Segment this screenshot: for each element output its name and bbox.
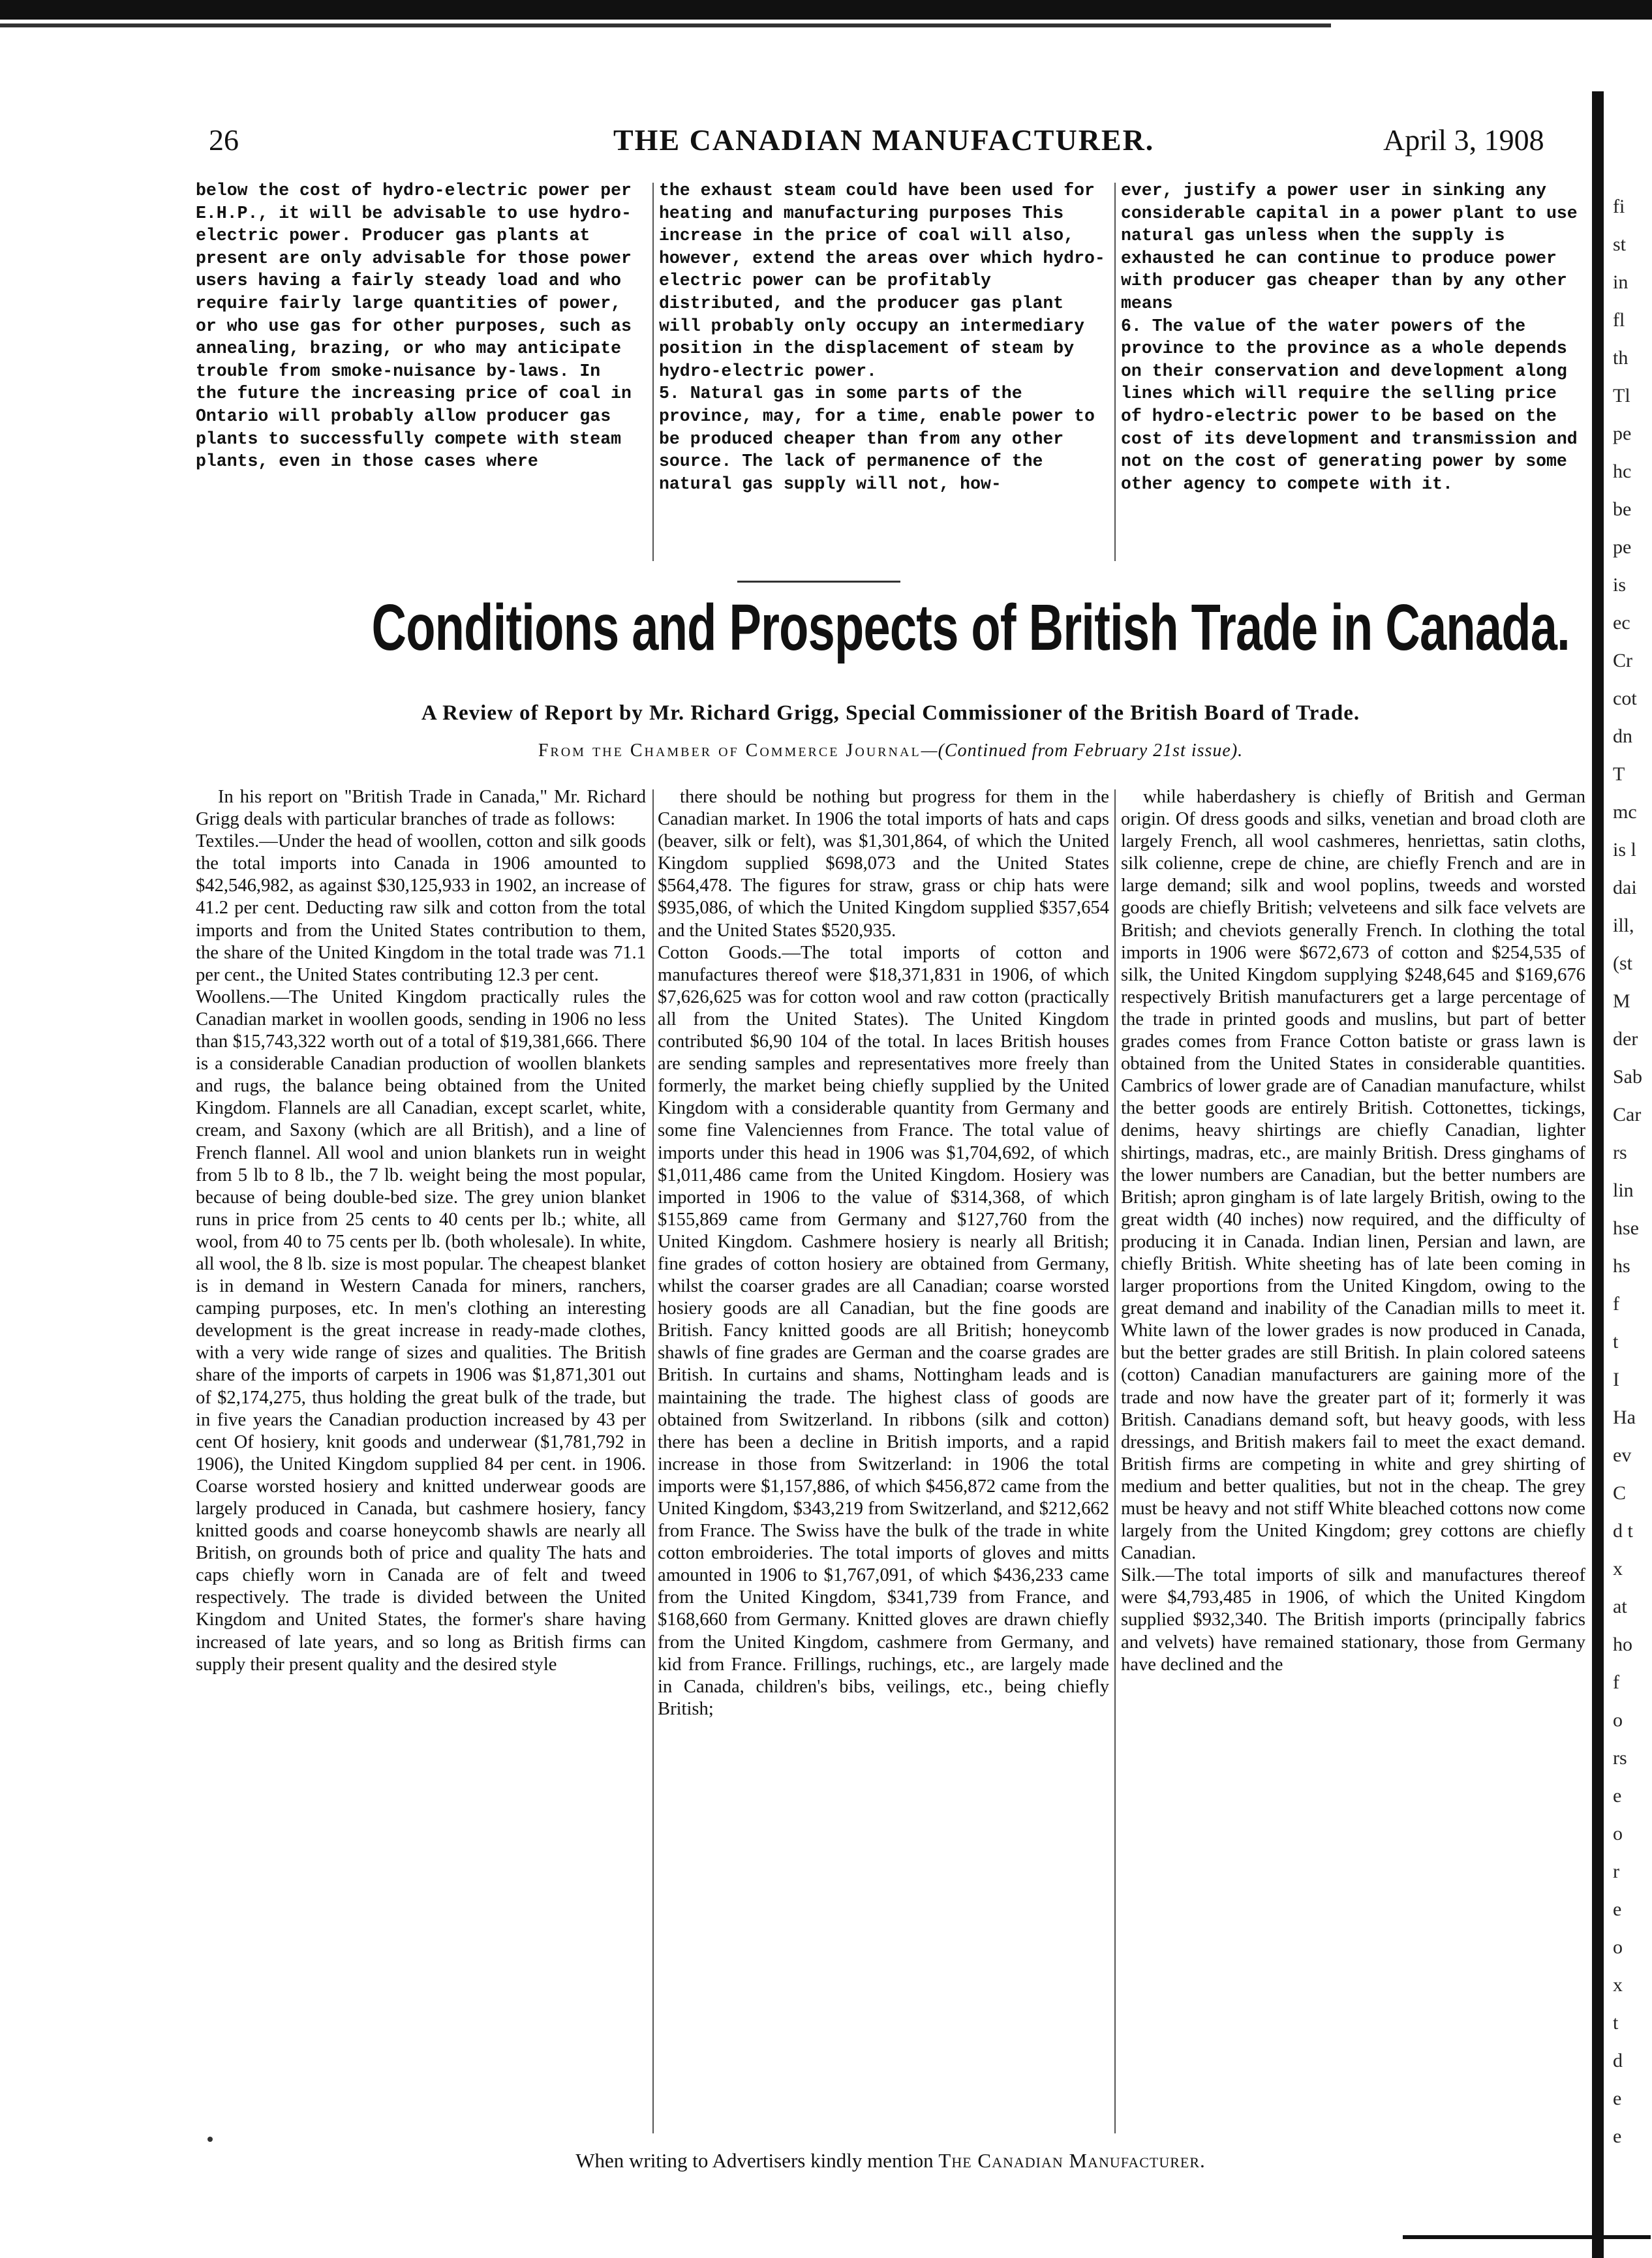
- article-column-3: [1121, 786, 1585, 1676]
- margin-fragment: fl: [1613, 309, 1625, 331]
- section-divider-rule: [737, 581, 900, 583]
- margin-fragment: e: [1613, 2088, 1622, 2109]
- margin-fragment: fi: [1613, 196, 1625, 217]
- top-column-1-text: below the cost of hydro-electric power per E.H.P., it will be advisable to use hydro-electric power. Producer gas plants at present are only advisable for those power users having a fairly steady load and who require fairly large quantities of power, or who use gas for other purposes, such as annealing, brazing, or who may anticipate trouble from smoke-nuisance by-laws. In the future the increasing price of coal in Ontario will probably allow producer gas plants to successfully compete with steam plants, even in those cases where: [196, 181, 632, 472]
- margin-fragment: Sab: [1613, 1066, 1642, 1088]
- margin-fragment: ill,: [1613, 915, 1634, 936]
- margin-fragment: r: [1613, 1861, 1619, 1882]
- margin-fragment: Cr: [1613, 650, 1632, 671]
- margin-fragment: mc: [1613, 801, 1637, 823]
- margin-fragment: T: [1613, 763, 1625, 785]
- article-column-1: [196, 786, 646, 1676]
- binding-edge-bar: [1592, 91, 1604, 2258]
- margin-fragment: t: [1613, 2012, 1619, 2034]
- margin-fragment: o: [1613, 1709, 1623, 1731]
- margin-fragment: x: [1613, 1558, 1623, 1579]
- article-column-3-text: while haberdashery is chiefly of British and German origin. Of dress goods and silks, venetian and broad cloth are largely French, all wool cashmeres, henriettas, satin cloths, silk colienne, crepe de chine, are chiefly French and are in large demand; silk and wool poplins, tweeds and worsted goods are chiefly British; velveteens and silk face velvets are British; and cheviots generally French. In clothing the total imports in 1906 were $672,673 of cotton and $254,535 of silk, the United Kingdom supplying $248,645 and $169,676 respectively British manufacturers get a large percentage of the trade in printed goods and muslins, but part of better grades comes from France Cotton batiste or grass lawn is obtained from the United States in considerable quantities. Cambrics of lower grade are of Canadian manufacture, whilst the better goods are entirely British. Cottonettes, tickings, denims, heavy shirtings are chiefly Canadian, lighter shirtings, madras, etc., are mainly British. Dress ginghams of the lower numbers are Canadian, but the better numbers are British; apron gingham is of late largely British, owing to the great width (40 inches) now required, and the difficulty of producing it in Canada. Indian linen, Persian and lawn, are chiefly British. White sheeting has of late been coming in larger proportions from the United Kingdom, owing to the great demand and inability of the Canadian mills to meet it. White lawn of the lower grades is now produced in Canada, but the better grades are still British. In plain colored sateens (cotton) Canadian manufacturers are gaining more of the trade and now have the greater part of it; formerly it was British. Canadians demand soft, but heavy goods, with less dressings, and British makers fail to meet the exact demand. British firms are competing in white and grey shirting of medium and better qualities, but not in the cheap. The grey must be heavy and not stiff White bleached cottons now come largely from the United Kingdom; grey cottons are chiefly Canadian. Silk.—The total imports of silk and manufactures thereof were $4,793,485 in 1906, of which the United Kingdom supplied $932,340. The British imports (principally fabrics and velvets) have remained stationary, those from Germany have declined and the: [1121, 787, 1585, 1675]
- margin-fragment: th: [1613, 347, 1629, 369]
- margin-fragment: rs: [1613, 1747, 1627, 1769]
- margin-fragment: dai: [1613, 877, 1637, 898]
- article-column-1-text: In his report on "British Trade in Canada," Mr. Richard Grigg deals with particular branches of trade as follows: Textiles.—Under the head of woollen, cotton and silk goods the total imports into Canada in 1906 amounted to $42,546,982, as against $30,125,933 in 1902, an increase of 41.2 per cent. Deducting raw silk and cotton from the total imports and from the United States contribution to them, the share of the United Kingdom in the total trade was 71.1 per cent., the United States contributing 12.3 per cent. Woollens.—The United Kingdom practically rules the Canadian market in woollen goods, sending in 1906 no less than $15,743,322 worth out of a total of $19,381,666. There is a considerable Canadian production of woollen blankets and rugs, the balance being obtained from the United Kingdom. Flannels are all Canadian, except scarlet, white, cream, and Saxony (which are all British), and a line of French flannel. All wool and union blankets run in weight from 5 lb to 8 lb., the 7 lb. weight being the most popular, because of being double-bed size. The grey union blanket runs in price from 25 cents to 40 cents per lb.; white, all wool, from 40 to 75 cents per lb. (both wholesale). In white, all wool, the 8 lb. size is most popular. The cheapest blanket is in demand in Western Canada for miners, ranchers, camping purposes, etc. In men's clothing an interesting development is the great increase in ready-made clothes, with a very wide range of sizes and qualities. The British share of the imports of carpets in 1906 was $1,871,301 out of $2,174,275, thus holding the great bulk of the trade, but in five years the Canadian production increased by 43 per cent Of hosiery, knit goods and underwear ($1,781,792 in 1906), the United Kingdom supplied 84 per cent. in 1906. Coarse worsted hosiery and knitted underwear goods are largely produced in Canada, but cashmere hosiery, fancy knitted goods and coarse honeycomb shawls are nearly all British, on grounds both of price and quality The hats and caps chiefly worn in Canada are of felt and tweed respectively. The trade is divided between the United Kingdom and United States, the former's share having increased of late years, and so long as British firms can supply their present quality and the desired style: [196, 787, 646, 1675]
- margin-fragment: f: [1613, 1293, 1619, 1315]
- stray-ink-dot: [207, 2137, 213, 2142]
- page-number: 26: [209, 123, 239, 157]
- running-head: [196, 123, 1579, 162]
- margin-fragment: in: [1613, 271, 1629, 293]
- margin-fragment: Car: [1613, 1104, 1642, 1125]
- margin-fragment: pe: [1613, 536, 1632, 558]
- margin-fragment: hc: [1613, 461, 1632, 482]
- top-border-rule-thin: [0, 23, 1331, 27]
- column-divider: [652, 789, 654, 2133]
- margin-fragment: rs: [1613, 1142, 1627, 1163]
- top-border-rule: [0, 0, 1652, 20]
- margin-fragment: is: [1613, 574, 1627, 596]
- top-column-2: [659, 179, 1109, 495]
- article-headline: Conditions and Prospects of British Trade in Canada.: [371, 591, 1570, 664]
- margin-fragment: (st: [1613, 953, 1632, 974]
- margin-fragment: hs: [1613, 1255, 1630, 1277]
- margin-fragment: Tl: [1613, 385, 1630, 406]
- margin-fragment: at: [1613, 1596, 1627, 1617]
- margin-fragment: is l: [1613, 839, 1636, 861]
- article-subheading: A Review of Report by Mr. Richard Grigg, Special Commissioner of the British Board of Trade.: [421, 701, 1360, 725]
- margin-fragment: M: [1613, 990, 1630, 1012]
- margin-fragment: f: [1613, 1671, 1619, 1693]
- margin-fragment: o: [1613, 1823, 1623, 1844]
- margin-fragment: dn: [1613, 725, 1632, 747]
- margin-fragment: be: [1613, 498, 1632, 520]
- column-divider: [652, 183, 654, 561]
- margin-fragment: cot: [1613, 688, 1637, 709]
- article-column-2-text: there should be nothing but progress for them in the Canadian market. In 1906 the total imports of hats and caps (beaver, silk or felt), was $1,301,864, of which the United Kingdom supplied $698,073 and the United States $564,478. The figures for straw, grass or chip hats were $935,086, of which the United Kingdom supplied $357,654 and the United States $520,935. Cotton Goods.—The total imports of cotton and manufactures thereof were $18,371,831 in 1906, of which $7,626,625 was for cotton wool and raw cotton (practically all from the United States). The United Kingdom contributed $6,90 104 of the total. In laces British houses are sending samples and representatives more freely than formerly, the market being chiefly supplied by the United Kingdom with a considerable quantity from Germany and some fine Valenciennes from France. The total value of imports under this head in 1906 was $1,704,692, of which $1,011,486 came from the United Kingdom. Hosiery was imported in 1906 to the value of $314,368, of which $155,869 came from Germany and $127,760 from the United Kingdom. Cashmere hosiery is nearly all British; fine grades of cotton hosiery are obtained from Germany, whilst the coarser grades are all Canadian; coarse worsted hosiery goods are all Canadian, but the fine goods are British. Fancy knitted goods are all British; honeycomb shawls of fine grades are German and the coarse grades are British. In curtains and shams, Nottingham leads and is maintaining the trade. The highest class of goods are obtained from Switzerland. In ribbons (silk and cotton) there has been a decline in British imports, and a rapid increase in those from Switzerland: in 1906 the total imports were $1,157,886, of which $456,872 came from the United Kingdom, $343,219 from Switzerland, and $212,662 from France. The Swiss have the bulk of the trade in white cotton embroideries. The total imports of gloves and mitts amounted in 1906 to $1,767,091, of which $436,233 came from the United Kingdom, $341,739 from France, and $168,660 from Germany. Knitted gloves are drawn chiefly from the United Kingdom, cashmere from Germany, and kid from France. Frillings, ruchings, etc., are largely made in Canada, children's bibs, veilings, etc., being chiefly British;: [658, 787, 1109, 1719]
- margin-fragment: ev: [1613, 1444, 1632, 1466]
- column-divider: [1114, 789, 1116, 2133]
- top-column-3: [1121, 179, 1581, 495]
- margin-fragment: t: [1613, 1331, 1619, 1352]
- margin-fragment: pe: [1613, 423, 1632, 444]
- source-prefix: From the Chamber of Commerce Journal: [538, 740, 921, 761]
- margin-fragment: e: [1613, 1785, 1622, 1807]
- adjacent-page-fragments: [1610, 0, 1652, 2258]
- issue-date: April 3, 1908: [1383, 123, 1544, 157]
- footer-prefix: When writing to Advertisers kindly mention: [575, 2149, 934, 2172]
- margin-fragment: Ha: [1613, 1407, 1636, 1428]
- article-source-line: [189, 740, 1592, 761]
- journal-title: THE CANADIAN MANUFACTURER.: [613, 123, 1155, 157]
- footer-publication: The Canadian Manufacturer.: [938, 2149, 1206, 2172]
- margin-fragment: x: [1613, 1974, 1623, 1996]
- top-column-3-text: ever, justify a power user in sinking any considerable capital in a power plant to use natural gas unless when the supply is exhausted he can continue to produce power with producer gas cheaper than by any other means 6. The value of the water powers of the province to the province as a whole depends on their conservation and development along lines which will require the selling price of hydro-electric power to be based on the cost of its development and transmission and not on the cost of generating power by some other agency to compete with it.: [1121, 181, 1578, 494]
- top-column-1: [196, 179, 639, 473]
- footer-notice: [189, 2149, 1592, 2173]
- column-divider: [1114, 183, 1116, 561]
- margin-fragment: e: [1613, 2126, 1622, 2147]
- margin-fragment: C: [1613, 1482, 1627, 1504]
- margin-fragment: d t: [1613, 1520, 1633, 1542]
- bottom-border-rule: [1403, 2235, 1651, 2239]
- margin-fragment: o: [1613, 1936, 1623, 1958]
- source-suffix: —(Continued from February 21st issue).: [921, 740, 1244, 761]
- margin-fragment: st: [1613, 234, 1627, 255]
- margin-fragment: e: [1613, 1899, 1622, 1920]
- margin-fragment: der: [1613, 1028, 1638, 1050]
- margin-fragment: d: [1613, 2050, 1623, 2071]
- margin-fragment: lin: [1613, 1180, 1634, 1201]
- article-column-2: [658, 786, 1109, 1720]
- margin-fragment: ho: [1613, 1634, 1632, 1655]
- margin-fragment: ec: [1613, 612, 1630, 633]
- margin-fragment: I: [1613, 1369, 1619, 1390]
- top-column-2-text: the exhaust steam could have been used for heating and manufacturing purposes This increase in the price of coal will also, however, extend the areas over which hydro-electric power can be profitably distributed, and the producer gas plant will probably only occupy an intermediary position in the displacement of steam by hydro-electric power. 5. Natural gas in some parts of the province, may, for a time, enable power to be produced cheaper than from any other source. The lack of permanence of the natural gas supply will not, how-: [659, 181, 1105, 494]
- margin-fragment: hse: [1613, 1217, 1639, 1239]
